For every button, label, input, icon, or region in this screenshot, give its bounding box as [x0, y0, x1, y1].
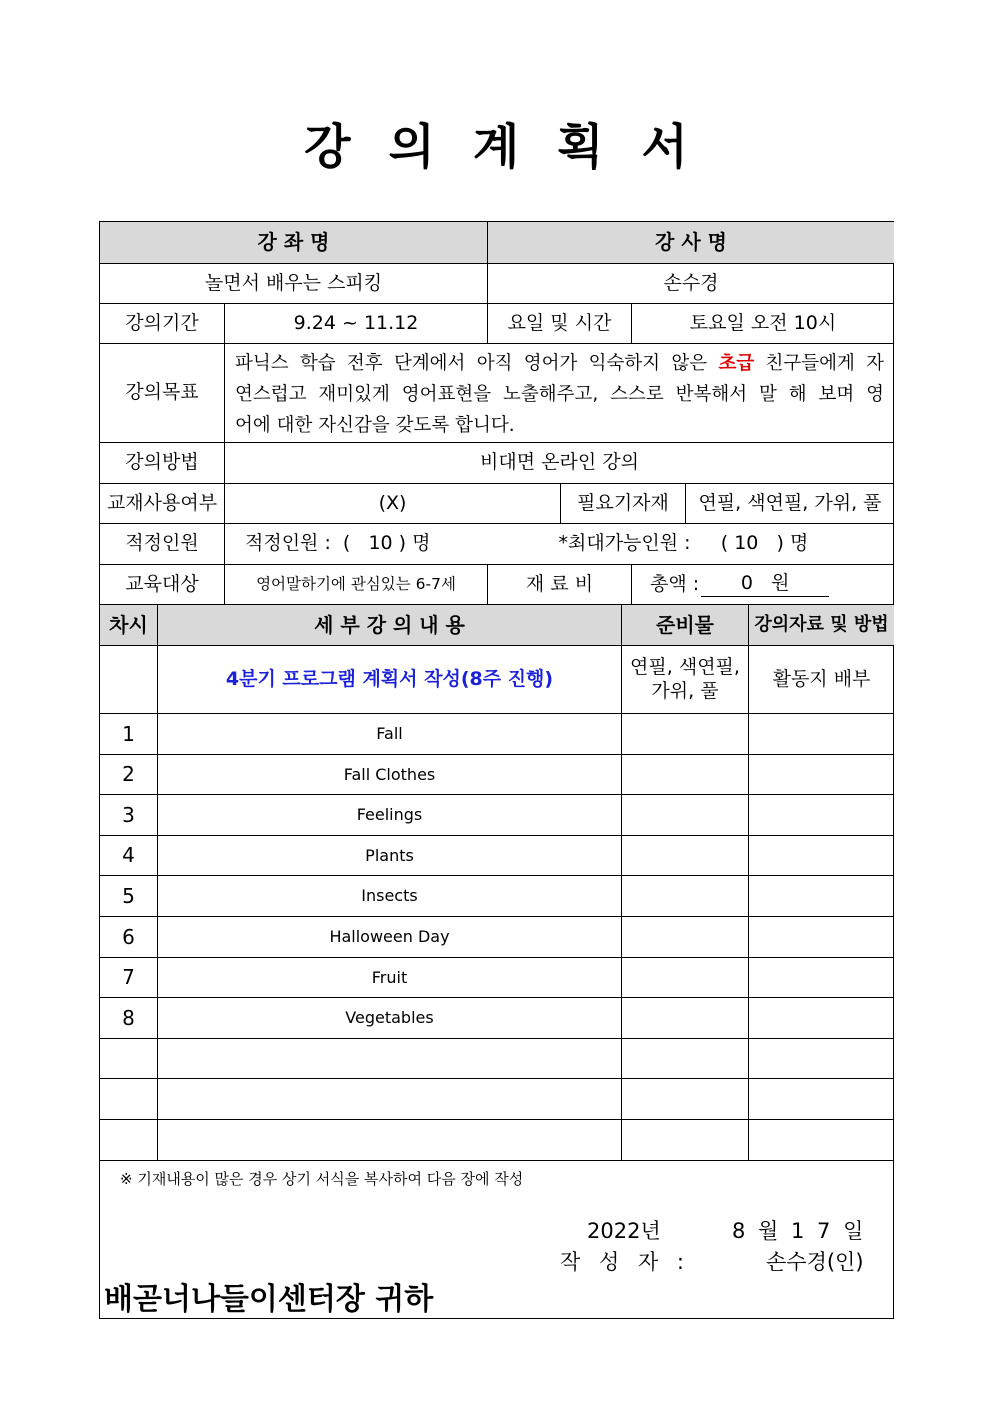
content-header: 세 부 강 의 내 용	[158, 605, 622, 646]
session-number: 6	[100, 917, 158, 958]
session-method	[749, 1039, 894, 1079]
writer-label: 작 성 자 :	[560, 1250, 690, 1274]
session-number: 4	[100, 836, 158, 876]
session-prep	[622, 1120, 749, 1161]
session-topic: Insects	[158, 876, 622, 917]
session-number: 3	[100, 795, 158, 836]
session-topic: Fruit	[158, 958, 622, 998]
session-number	[100, 1079, 158, 1120]
session-prep	[622, 958, 749, 998]
session-method	[749, 958, 894, 998]
intro-method: 활동지 배부	[749, 646, 894, 714]
beginner-highlight: 초급	[718, 353, 755, 374]
session-header: 차시	[100, 605, 158, 646]
materials-label: 필요기자재	[561, 484, 686, 524]
session-method	[749, 1079, 894, 1120]
fee-label: 재 료 비	[488, 565, 632, 605]
method-value: 비대면 온라인 강의	[225, 443, 894, 484]
session-method	[749, 836, 894, 876]
fee-prefix: 총액 :	[650, 572, 700, 595]
session-number: 2	[100, 755, 158, 795]
intro-prep-line-1: 연필, 색연필,	[630, 655, 740, 678]
period-value: 9.24 ~ 11.12	[225, 304, 488, 344]
course-name-value: 놀면서 배우는 스피킹	[100, 264, 488, 304]
period-label: 강의기간	[100, 304, 225, 344]
writer-name: 손수경(인)	[766, 1250, 864, 1274]
capacity-value	[225, 524, 894, 565]
intro-content: 4분기 프로그램 계획서 작성(8주 진행)	[158, 646, 622, 714]
session-number: 7	[100, 958, 158, 998]
session-topic	[158, 1120, 622, 1161]
session-prep	[622, 714, 749, 755]
session-prep	[622, 1039, 749, 1079]
textbook-value: (X)	[225, 484, 561, 524]
session-number: 1	[100, 714, 158, 755]
note-text: ※ 기재내용이 많은 경우 상기 서식을 복사하여 다음 장에 작성	[120, 1170, 524, 1188]
session-method	[749, 1120, 894, 1161]
fee-amount: 0 원	[701, 572, 829, 597]
proper-capacity: 적정인원 : ( 10 ) 명	[245, 532, 431, 555]
session-topic: Fall Clothes	[158, 755, 622, 795]
session-prep	[622, 795, 749, 836]
session-prep	[622, 876, 749, 917]
target-value: 영어말하기에 관심있는 6-7세	[225, 565, 488, 605]
schedule-value: 토요일 오전 10시	[632, 304, 894, 344]
method-header: 강의자료 및 방법	[749, 605, 894, 646]
session-method	[749, 795, 894, 836]
session-number: 5	[100, 876, 158, 917]
goal-line-2: 연스럽고 재미있게 영어표현을 노출해주고, 스스로 반복해서 말 해 보며 영	[235, 384, 884, 405]
session-method	[749, 917, 894, 958]
intro-prep	[622, 646, 749, 714]
session-method	[749, 755, 894, 795]
date-rest: 8 월 1 7 일	[732, 1219, 864, 1243]
session-number: 8	[100, 998, 158, 1039]
max-capacity: *최대가능인원 : ( 10 ) 명	[558, 532, 809, 555]
session-topic: Halloween Day	[158, 917, 622, 958]
session-topic	[158, 1079, 622, 1120]
goal-line-3: 어에 대한 자신감을 갖도록 합니다.	[235, 415, 515, 436]
session-prep	[622, 836, 749, 876]
target-label: 교육대상	[100, 565, 225, 605]
goal-text	[225, 344, 894, 443]
goal-label: 강의목표	[100, 344, 225, 443]
document-title: 강의계획서	[304, 119, 726, 175]
session-prep	[622, 917, 749, 958]
course-name-header: 강 좌 명	[100, 222, 488, 264]
textbook-label: 교재사용여부	[100, 484, 225, 524]
session-number	[100, 1120, 158, 1161]
method-label: 강의방법	[100, 443, 225, 484]
session-number	[100, 1039, 158, 1079]
session-method	[749, 714, 894, 755]
date-year: 2022년	[587, 1219, 661, 1243]
materials-value: 연필, 색연필, 가위, 풀	[686, 484, 894, 524]
session-method	[749, 876, 894, 917]
intro-prep-line-2: 가위, 풀	[651, 679, 719, 702]
session-prep	[622, 755, 749, 795]
session-topic: Fall	[158, 714, 622, 755]
instructor-header: 강 사 명	[488, 222, 894, 264]
instructor-value: 손수경	[488, 264, 894, 304]
capacity-label: 적정인원	[100, 524, 225, 565]
session-method	[749, 998, 894, 1039]
plan-form	[99, 221, 894, 1319]
session-topic: Feelings	[158, 795, 622, 836]
session-prep	[622, 1079, 749, 1120]
prep-header: 준비물	[622, 605, 749, 646]
session-topic	[158, 1039, 622, 1079]
intro-session-cell	[100, 646, 158, 714]
goal-line-1: 파닉스 학습 전후 단계에서 아직 영어가 익숙하지 않은 초급 친구들에게 자	[235, 353, 884, 374]
session-topic: Vegetables	[158, 998, 622, 1039]
fee-value	[632, 565, 894, 605]
addressee: 배곧너나들이센터장 귀하	[104, 1282, 434, 1317]
schedule-label: 요일 및 시간	[488, 304, 632, 344]
session-topic: Plants	[158, 836, 622, 876]
session-prep	[622, 998, 749, 1039]
